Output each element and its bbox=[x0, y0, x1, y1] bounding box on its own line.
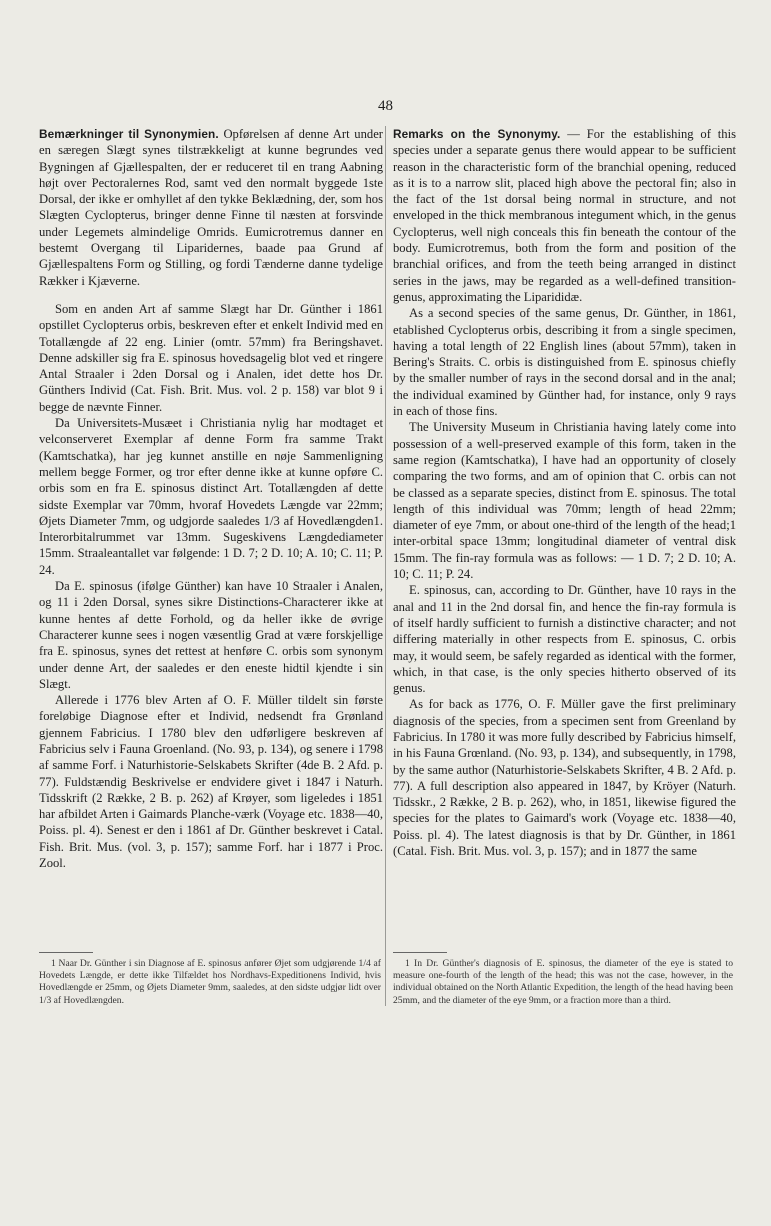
english-paragraph-4: E. spinosus, can, according to Dr. Günther, have 10 rays in the anal and 11 in the 2nd dorsal fin, and hence the fin-ray formula is of itself hardly sufficient to furnish a distinctive character; and not differing materially in other respects from E. spinosus, C. orbis may, it would seem, be safely regarded as identical with the former, which, in that case, is the only species hitherto observed of its genus. bbox=[393, 583, 736, 696]
column-divider bbox=[385, 126, 386, 1006]
danish-paragraph-4: Da E. spinosus (ifølge Günther) kan have 10 Straaler i Analen, og 11 i 2den Dorsal, synes sikre Distinctions-Characterer ikke at kunne hentes af dette Forhold, og da heller ikke de øvrige Characterer kunne sees i nogen væsentlig Grad at være forskjellige fra E. spinosus, synes det rettest at henføre C. orbis som synonym under denne Art, der saaledes er den eneste hidtil kjendte i sin Slægt. bbox=[39, 579, 383, 691]
english-text-column bbox=[393, 126, 736, 859]
english-paragraph-2: As a second species of the same genus, Dr. Günther, in 1861, etablished Cyclopterus orbis, describing it from a single specimen, having a total length of 22 English lines (about 57mm), taken in Bering's Straits. C. orbis is distinguished from E. spinosus chiefly by the smaller number of rays in the second dorsal and in the anal; the individual examined by Günther had, for instance, only 9 rays in each of those fins. bbox=[393, 306, 736, 419]
danish-text-column bbox=[39, 126, 383, 871]
english-paragraph-1 bbox=[393, 126, 736, 305]
english-paragraph-3: The University Museum in Christiania having lately come into possession of a well-preserved example of this form, taken in the same region (Kamtschatka), I have had an opportunity of closely comparing the two forms, and am of opinion that C. orbis can not be classed as a separate species, distinct from E. spinosus. The total length of this individual was 70mm; length of head 22mm; diameter of eye 7mm, or about one-third of the length of the head;1 inter-orbital space 13mm; longitudinal diameter of ventral disk 15mm. The fin-ray formula was as follows: — 1 D. 7; 2 D. 10; A. 10; C. 11; P. 24. bbox=[393, 420, 736, 582]
danish-paragraph-2: Som en anden Art af samme Slægt har Dr. Günther i 1861 opstillet Cyclopterus orbis, beskreven efter et enkelt Individ med en Totallængde af 22 eng. Linier (omtr. 57mm) fra Beringshavet. Denne adskiller sig fra E. spinosus hovedsagelig blot ved et ringere Antal Straaler i 2den Dorsal og i Analen, idet dette hos Dr. Günthers Individ (Cat. Fish. Brit. Mus. vol. 2 p. 158) var blot 9 i begge de nævnte Finner. bbox=[39, 301, 383, 414]
english-section-heading: Remarks on the Synonymy. bbox=[393, 127, 561, 141]
english-paragraph-5: As for back as 1776, O. F. Müller gave the first preliminary diagnosis of the species, from a specimen sent from Greenland by Fabricius. In 1780 it was more fully described by Fabricius himself, in his Fauna Grœnland. (No. 93, p. 134), and subsequently, in 1798, by the same author (Naturhistorie-Selskabets Skrifter, 4 B. 2 Afd. p. 77). A full description also appeared in 1847, by Kröyer (Naturh. Tidsskr., 2 Række, 2 B. p. 262), who, in 1851, likewise figured the species for the plates to Gaimard's work (Voyage etc. 1838—40, Poiss. pl. 4). The latest diagnosis is that by Dr. Günther, in 1861 (Catal. Fish. Brit. Mus. vol. 3, p. 157); and in 1877 the same bbox=[393, 697, 736, 859]
english-footnote-text: 1 In Dr. Günther's diagnosis of E. spinosus, the diameter of the eye is stated to measure one-fourth of the length of the head; this was not the case, however, in the individual obtained on the North Atlantic Expedition, the length of the head having been 25mm, and the diameter of the eye 9mm, or a fraction more than a third. bbox=[393, 958, 733, 1006]
danish-paragraph-1-text: Opførelsen af denne Art under en særegen Slægt synes tilstrækkeligt at kunne begrundes ved Bygningen af Gjællespalten, der er reduceret til en trang Aabning højt over Pectoralernes Rod, samt ved den normalt byggede 1ste Dorsal, der ikke er omhyllet af den tykke Beklædning, der, som hos Slægten Cyclopterus, bringer denne Finne til næsten at forsvinde under Legemets almindelige Omrids. Eumicrotremus danner en bestemt Overgang til Liparidernes, baade paa Grund af Gjællespaltens Form og Stilling, og fordi Tænderne danne tydelige Rækker i Kjæverne. bbox=[39, 127, 383, 288]
danish-section-heading: Bemærkninger til Synonymien. bbox=[39, 127, 219, 141]
english-footnote bbox=[393, 958, 733, 1007]
danish-paragraph-5: Allerede i 1776 blev Arten af O. F. Müller tildelt sin første foreløbige Diagnose efter et Individ, nedsendt fra Grønland gjennem Fabricius. I 1780 blev den udførligere beskreven af Fabricius selv i Fauna Groenland. (No. 93, p. 134), og senere i 1798 af samme Forf. i Naturhistorie-Selskabets Skrifter (4de B. 2 Afd. p. 77). Fuldstændig Beskrivelse er endvidere givet i 1847 i Naturh. Tidsskrift (2 Række, 2 B. p. 262) af Krøyer, som ligeledes i 1851 har afbildet Arten i Gaimards Planche-værk (Voyage etc. 1838—40, Poiss. pl. 4). Senest er den i 1861 af Dr. Günther beskrevet i Catal. Fish. Brit. Mus. (vol. 3, p. 157); samme Forf. har i 1877 i Proc. Zool. bbox=[39, 693, 383, 871]
english-paragraph-1-text: — For the establishing of this species under a separate genus there would appear to be sufficient reason in the characteristic form of the branchial opening, reduced as it is to a narrow slit, placed high above the pectoral fin; also in the fact of the 1st dorsal being normal in structure, and not enveloped in the thick membranous integument which, in the genus Cyclopterus, well nigh conceals this fin beneath the contour of the body. Eumicrotremus, both from the form and position of the branchial orifices, and from the teeth being arranged in distinct series in the jaws, may be regarded as a well-defined transition-genus, approximating the Liparididæ. bbox=[393, 127, 736, 304]
danish-footnote bbox=[39, 958, 381, 1007]
danish-footnote-text: 1 Naar Dr. Günther i sin Diagnose af E. spinosus anfører Øjet som udgjørende 1/4 af Hovedets Længde, er dette ikke Tilfældet hos Nordhavs-Expeditionens Individ, hvis Hovedlængde er 25mm, og Øjets Diameter 9mm, saaledes, at den sidste udgjør lidt over 1/3 af Hovedlængden. bbox=[39, 958, 381, 1006]
footnote-rule-right bbox=[393, 952, 447, 953]
footnote-rule-left bbox=[39, 952, 93, 953]
danish-paragraph-1 bbox=[39, 126, 383, 289]
page-number: 48 bbox=[378, 98, 393, 114]
danish-paragraph-3: Da Universitets-Musæet i Christiania nylig har modtaget et velconserveret Exemplar af denne Form fra samme Trakt (Kamtschatka), har jeg kunnet anstille en nøje Sammenligning mellem begge Former, og tror efter denne ikke at kunne opføre C. orbis som en fra E. spinosus distinct Art. Totallængden af dette sidste Exemplar var 70mm, hvoraf Hovedets Længde var 22mm; Øjets Diameter 7mm, og udgjorde saaledes 1/3 af Hovedlængden1. Interorbitalrummet var 13mm. Sugeskivens Længdediameter 15mm. Straaleantallet var følgende: 1 D. 7; 2 D. 10; A. 10; C. 11; P. 24. bbox=[39, 416, 383, 577]
